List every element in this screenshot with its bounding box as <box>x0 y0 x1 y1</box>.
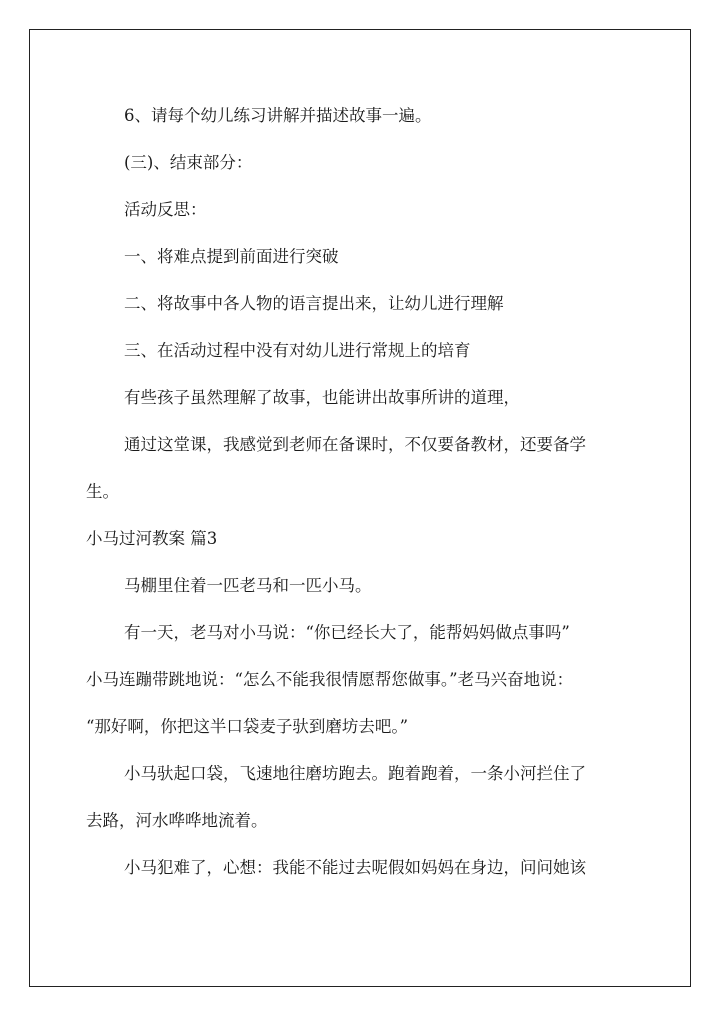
section-title: 小马过河教案 篇3 <box>86 529 218 548</box>
reflection-item-2: 二、将故事中各人物的语言提出来，让幼儿进行理解 <box>124 294 504 313</box>
reflection-heading: 活动反思： <box>124 200 207 219</box>
story-paragraph: 马棚里住着一匹老马和一匹小马。 <box>124 576 372 595</box>
paragraph-line-continued: 生。 <box>86 482 119 501</box>
story-paragraph-continued: “那好啊，你把这半口袋麦子驮到磨坊去吧。” <box>86 717 409 736</box>
paragraph-line: 通过这堂课，我感觉到老师在备课时，不仅要备教材，还要备学 <box>124 435 586 454</box>
story-paragraph: 有一天，老马对小马说：“你已经长大了，能帮妈妈做点事吗” <box>124 623 570 642</box>
reflection-item-3: 三、在活动过程中没有对幼儿进行常规上的培育 <box>124 341 471 360</box>
reflection-item-1: 一、将难点提到前面进行突破 <box>124 247 339 266</box>
story-paragraph: 小马犯难了，心想：我能不能过去呢假如妈妈在身边，问问她该 <box>124 858 586 877</box>
paragraph-line: 有些孩子虽然理解了故事，也能讲出故事所讲的道理， <box>124 388 520 407</box>
paragraph-line: 6、请每个幼儿练习讲解并描述故事一遍。 <box>124 106 432 125</box>
document-body <box>86 92 646 891</box>
story-paragraph-continued: 去路，河水哗哗地流着。 <box>86 811 268 830</box>
story-paragraph-continued: 小马连蹦带跳地说：“怎么不能我很情愿帮您做事。”老马兴奋地说： <box>86 670 574 689</box>
section-heading-ending: (三)、结束部分： <box>124 153 253 172</box>
story-paragraph: 小马驮起口袋，飞速地往磨坊跑去。跑着跑着，一条小河拦住了 <box>124 764 586 783</box>
